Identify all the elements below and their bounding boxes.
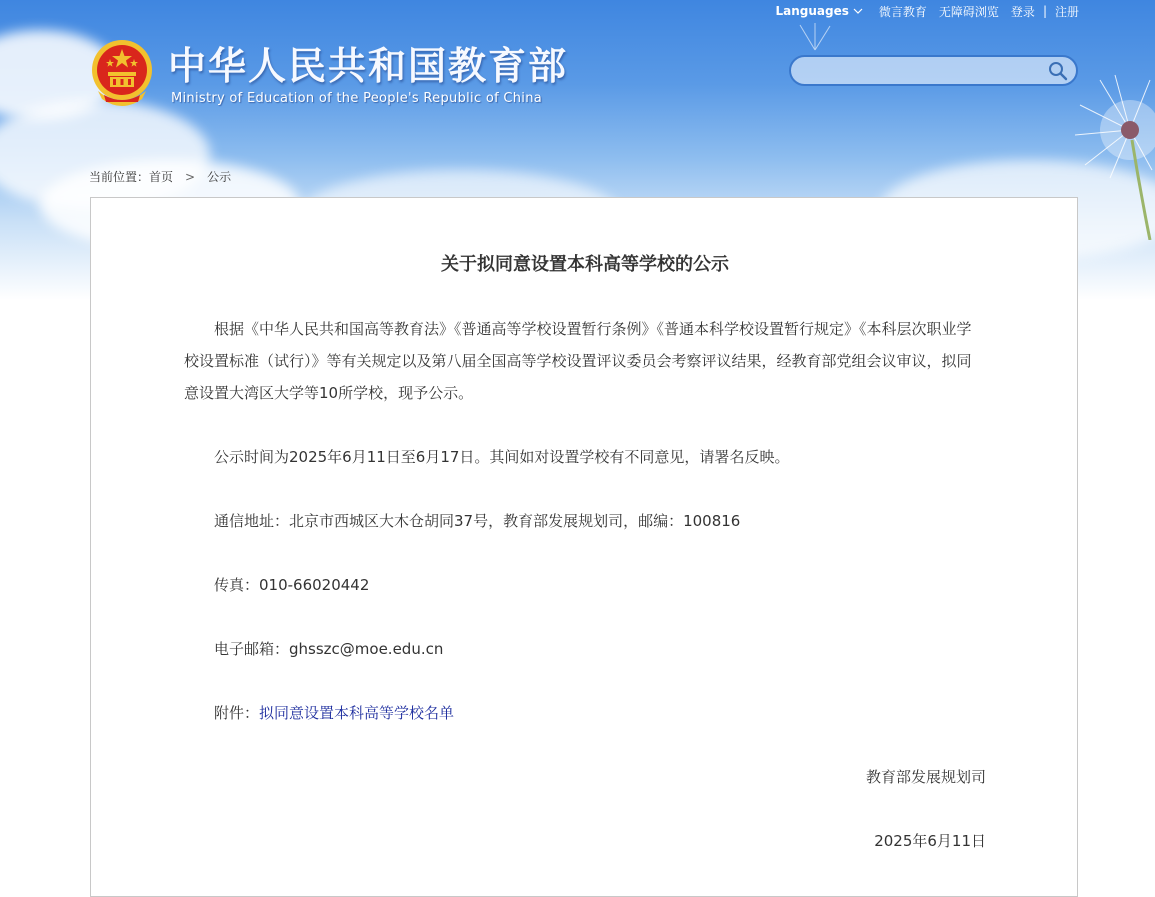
article-container <box>90 197 1078 897</box>
search-icon[interactable] <box>1048 61 1068 81</box>
breadcrumb <box>89 168 231 185</box>
site-title-english: Ministry of Education of the People's Republic of China <box>171 91 543 106</box>
article-body <box>184 313 986 889</box>
email-paragraph: 电子邮箱：ghsszc@moe.edu.cn <box>214 640 444 658</box>
dandelion-seed-decoration <box>785 20 845 60</box>
publish-date: 2025年6月11日 <box>874 832 986 850</box>
address-paragraph: 通信地址：北京市西城区大木仓胡同37号，教育部发展规划司，邮编：100816 <box>214 512 741 530</box>
link-separator: | <box>1042 4 1047 18</box>
intro-paragraph: 根据《中华人民共和国高等教育法》《普通高等学校设置暂行条例》《普通本科学校设置暂行规定》《本科层次职业学校设置标准（试行）》等有关规定以及第八届全国高等学校设置评议委员会考察评议结果，经教育部党组会议审议，拟同意设置大湾区大学等10所学校，现予公示。 <box>184 320 972 402</box>
signature: 教育部发展规划司 <box>865 768 986 786</box>
breadcrumb-prefix: 当前位置： <box>89 170 150 184</box>
breadcrumb-current[interactable]: 公示 <box>207 170 232 184</box>
attachment-label: 附件： <box>214 704 260 722</box>
article-title: 关于拟同意设置本科高等学校的公示 <box>441 254 729 275</box>
national-emblem[interactable] <box>90 39 154 109</box>
attachment-paragraph <box>184 697 986 729</box>
fax-paragraph: 传真：010-66020442 <box>214 576 370 594</box>
search-input[interactable] <box>801 61 1045 83</box>
search-box <box>789 55 1078 86</box>
chevron-down-icon <box>853 8 863 14</box>
weiyan-link[interactable]: 微言教育 <box>878 4 927 19</box>
site-title: 中华人民共和国教育部 <box>168 44 569 88</box>
top-navigation <box>776 3 1080 19</box>
register-link[interactable]: 注册 <box>1054 4 1079 19</box>
breadcrumb-home[interactable]: 首页 <box>149 170 174 184</box>
attachment-link[interactable]: 拟同意设置本科高等学校名单 <box>259 704 455 722</box>
chevron-right-icon: > <box>185 169 196 184</box>
accessibility-link[interactable]: 无障碍浏览 <box>938 4 999 19</box>
languages-menu[interactable] <box>776 4 863 18</box>
languages-label: Languages <box>775 4 849 18</box>
period-paragraph: 公示时间为2025年6月11日至6月17日。其间如对设置学校有不同意见，请署名反映。 <box>214 448 790 466</box>
login-link[interactable]: 登录 <box>1010 4 1035 19</box>
